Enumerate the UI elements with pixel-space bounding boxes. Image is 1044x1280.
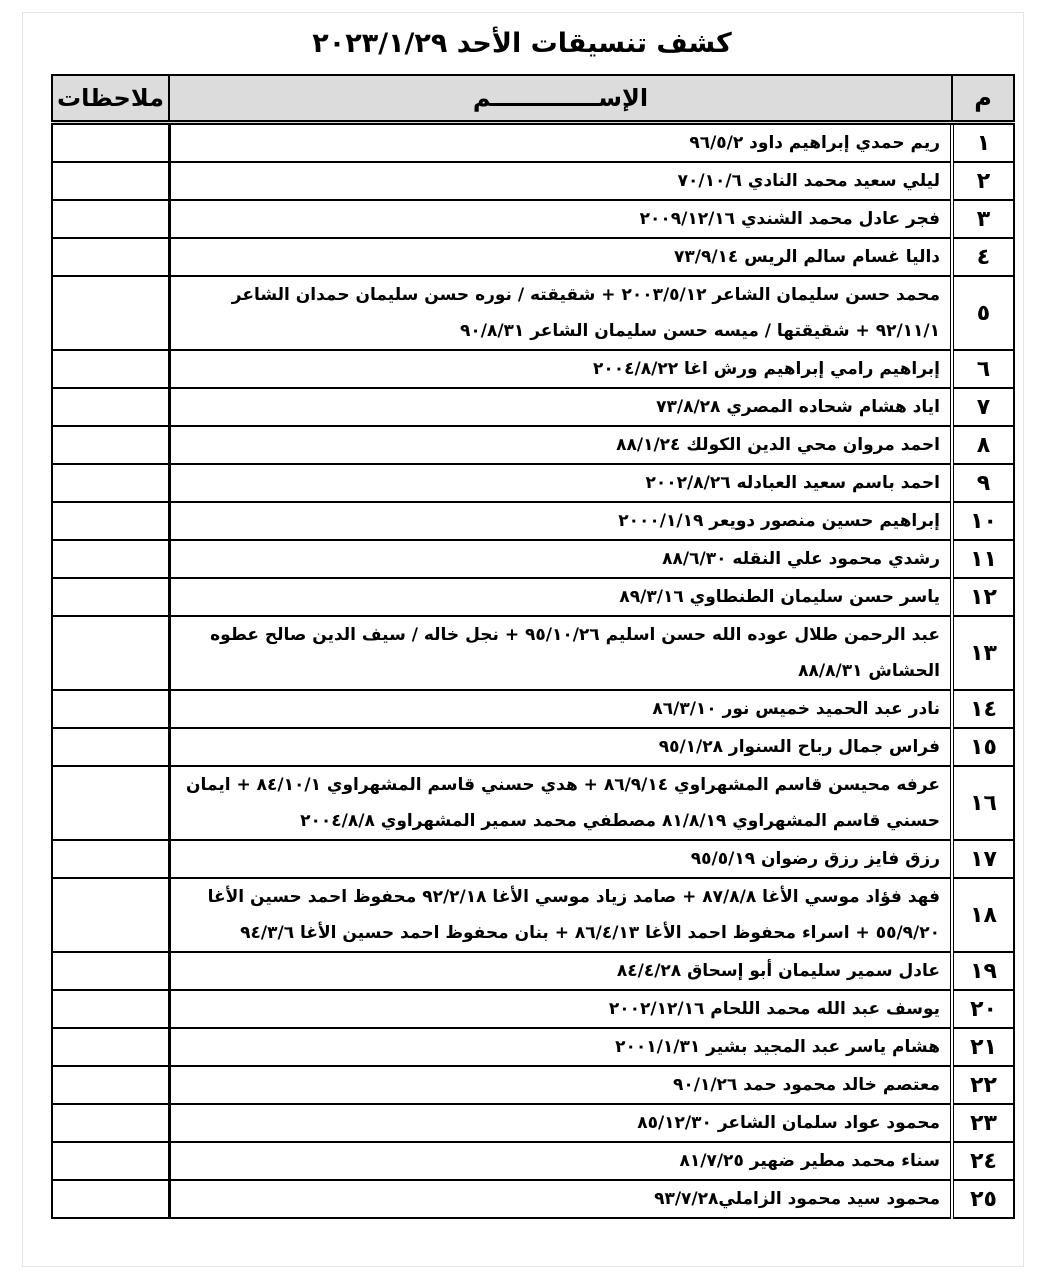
row-name: إبراهيم رامي إبراهيم ورش اغا ٢٠٠٤/٨/٢٢ — [169, 350, 952, 388]
table-header-row — [52, 75, 1014, 123]
row-number: ١ — [952, 123, 1014, 163]
row-number: ٢١ — [952, 1028, 1014, 1066]
row-name: نادر عبد الحميد خميس نور ٨٦/٣/١٠ — [169, 690, 952, 728]
row-name: داليا غسام سالم الريس ٧٣/٩/١٤ — [169, 238, 952, 276]
row-notes — [52, 616, 169, 690]
row-name: رزق فايز رزق رضوان ٩٥/٥/١٩ — [169, 840, 952, 878]
table-row — [52, 388, 1014, 426]
row-name: احمد مروان محي الدين الكولك ٨٨/١/٢٤ — [169, 426, 952, 464]
row-notes — [52, 276, 169, 350]
row-notes — [52, 1142, 169, 1180]
row-number: ١٤ — [952, 690, 1014, 728]
row-notes — [52, 878, 169, 952]
table-row — [52, 276, 1014, 350]
table-row — [52, 350, 1014, 388]
row-name: معتصم خالد محمود حمد ٩٠/١/٢٦ — [169, 1066, 952, 1104]
row-number: ١٢ — [952, 578, 1014, 616]
row-name: عبد الرحمن طلال عوده الله حسن اسليم ٩٥/١٠/٢٦ + نجل خاله / سيف الدين صالح عطوه الحشاش ٨٨/٨/٣١ — [169, 616, 952, 690]
row-name: محمود سيد محمود الزاملي٩٣/٧/٢٨ — [169, 1180, 952, 1218]
table-row — [52, 502, 1014, 540]
row-number: ١٠ — [952, 502, 1014, 540]
table-row — [52, 540, 1014, 578]
row-name: رشدي محمود علي النقله ٨٨/٦/٣٠ — [169, 540, 952, 578]
row-notes — [52, 728, 169, 766]
row-notes — [52, 464, 169, 502]
row-number: ٥ — [952, 276, 1014, 350]
row-number: ٢٥ — [952, 1180, 1014, 1218]
table-row — [52, 238, 1014, 276]
row-notes — [52, 200, 169, 238]
row-number: ٣ — [952, 200, 1014, 238]
row-number: ١٨ — [952, 878, 1014, 952]
column-header-notes: ملاحظات — [52, 75, 169, 123]
table-row — [52, 952, 1014, 990]
row-notes — [52, 426, 169, 464]
row-number: ٦ — [952, 350, 1014, 388]
row-name: ريم حمدي إبراهيم داود ٩٦/٥/٢ — [169, 123, 952, 163]
row-number: ٢٣ — [952, 1104, 1014, 1142]
row-number: ٢٤ — [952, 1142, 1014, 1180]
row-notes — [52, 1180, 169, 1218]
table-row — [52, 990, 1014, 1028]
table-row — [52, 1180, 1014, 1218]
row-name: محمود عواد سلمان الشاعر ٨٥/١٢/٣٠ — [169, 1104, 952, 1142]
row-notes — [52, 238, 169, 276]
table-row — [52, 1142, 1014, 1180]
row-number: ١٧ — [952, 840, 1014, 878]
names-table — [51, 74, 1015, 1219]
row-number: ٢٢ — [952, 1066, 1014, 1104]
row-name: احمد باسم سعيد العبادله ٢٠٠٢/٨/٢٦ — [169, 464, 952, 502]
table-row — [52, 1104, 1014, 1142]
column-header-no: م — [952, 75, 1014, 123]
table-row — [52, 690, 1014, 728]
row-notes — [52, 350, 169, 388]
row-number: ٩ — [952, 464, 1014, 502]
row-name: سناء محمد مطير ضهير ٨١/٧/٢٥ — [169, 1142, 952, 1180]
table-row — [52, 200, 1014, 238]
table-row — [52, 578, 1014, 616]
row-name: هشام ياسر عبد المجيد بشير ٢٠٠١/١/٣١ — [169, 1028, 952, 1066]
row-number: ١٩ — [952, 952, 1014, 990]
row-name: إبراهيم حسين منصور دويعر ٢٠٠٠/١/١٩ — [169, 502, 952, 540]
table-row — [52, 123, 1014, 163]
row-number: ١٣ — [952, 616, 1014, 690]
table-row — [52, 878, 1014, 952]
row-number: ١١ — [952, 540, 1014, 578]
row-name: محمد حسن سليمان الشاعر ٢٠٠٣/٥/١٢ + شقيقته / نوره حسن سليمان حمدان الشاعر ٩٢/١١/١ + شقيقتها / ميسه حسن سليمان الشاعر ٩٠/٨/٣١ — [169, 276, 952, 350]
table-row — [52, 616, 1014, 690]
table-row — [52, 426, 1014, 464]
row-notes — [52, 578, 169, 616]
row-name: ياسر حسن سليمان الطنطاوي ٨٩/٣/١٦ — [169, 578, 952, 616]
row-notes — [52, 540, 169, 578]
row-notes — [52, 123, 169, 163]
row-name: فجر عادل محمد الشندي ٢٠٠٩/١٢/١٦ — [169, 200, 952, 238]
row-notes — [52, 690, 169, 728]
row-number: ٤ — [952, 238, 1014, 276]
row-name: ليلي سعيد محمد النادي ٧٠/١٠/٦ — [169, 162, 952, 200]
page-title: كشف تنسيقات الأحد ٢٠٢٣/١/٢٩ — [312, 28, 732, 59]
row-number: ٧ — [952, 388, 1014, 426]
row-number: ٨ — [952, 426, 1014, 464]
row-notes — [52, 1066, 169, 1104]
row-notes — [52, 388, 169, 426]
column-header-name: الإســـــــــــــم — [169, 75, 952, 123]
row-name: فراس جمال رباح السنوار ٩٥/١/٢٨ — [169, 728, 952, 766]
row-notes — [52, 840, 169, 878]
row-notes — [52, 766, 169, 840]
table-row — [52, 840, 1014, 878]
table-row — [52, 1028, 1014, 1066]
table-row — [52, 162, 1014, 200]
row-number: ٢٠ — [952, 990, 1014, 1028]
row-notes — [52, 162, 169, 200]
row-notes — [52, 502, 169, 540]
row-name: اياد هشام شحاده المصري ٧٣/٨/٢٨ — [169, 388, 952, 426]
table-row — [52, 766, 1014, 840]
row-notes — [52, 1104, 169, 1142]
row-name: يوسف عبد الله محمد اللحام ٢٠٠٢/١٢/١٦ — [169, 990, 952, 1028]
row-notes — [52, 990, 169, 1028]
row-name: عرفه محيسن قاسم المشهراوي ٨٦/٩/١٤ + هدي حسني قاسم المشهراوي ٨٤/١٠/١ + ايمان حسني قاسم المشهراوي ٨١/٨/١٩ مصطفي محمد سمير المشهراوي ٢٠٠٤/٨/٨ — [169, 766, 952, 840]
row-number: ١٥ — [952, 728, 1014, 766]
table-row — [52, 464, 1014, 502]
row-notes — [52, 1028, 169, 1066]
row-name: فهد فؤاد موسي الأغا ٨٧/٨/٨ + صامد زياد موسي الأغا ٩٢/٢/١٨ محفوظ احمد حسين الأغا ٥٥/٩/٢٠ + اسراء محفوظ احمد الأغا ٨٦/٤/١٣ + بنان محفوظ احمد حسين الأغا ٩٤/٣/٦ — [169, 878, 952, 952]
table-row — [52, 728, 1014, 766]
row-number: ٢ — [952, 162, 1014, 200]
table-row — [52, 1066, 1014, 1104]
row-name: عادل سمير سليمان أبو إسحاق ٨٤/٤/٢٨ — [169, 952, 952, 990]
row-notes — [52, 952, 169, 990]
row-number: ١٦ — [952, 766, 1014, 840]
